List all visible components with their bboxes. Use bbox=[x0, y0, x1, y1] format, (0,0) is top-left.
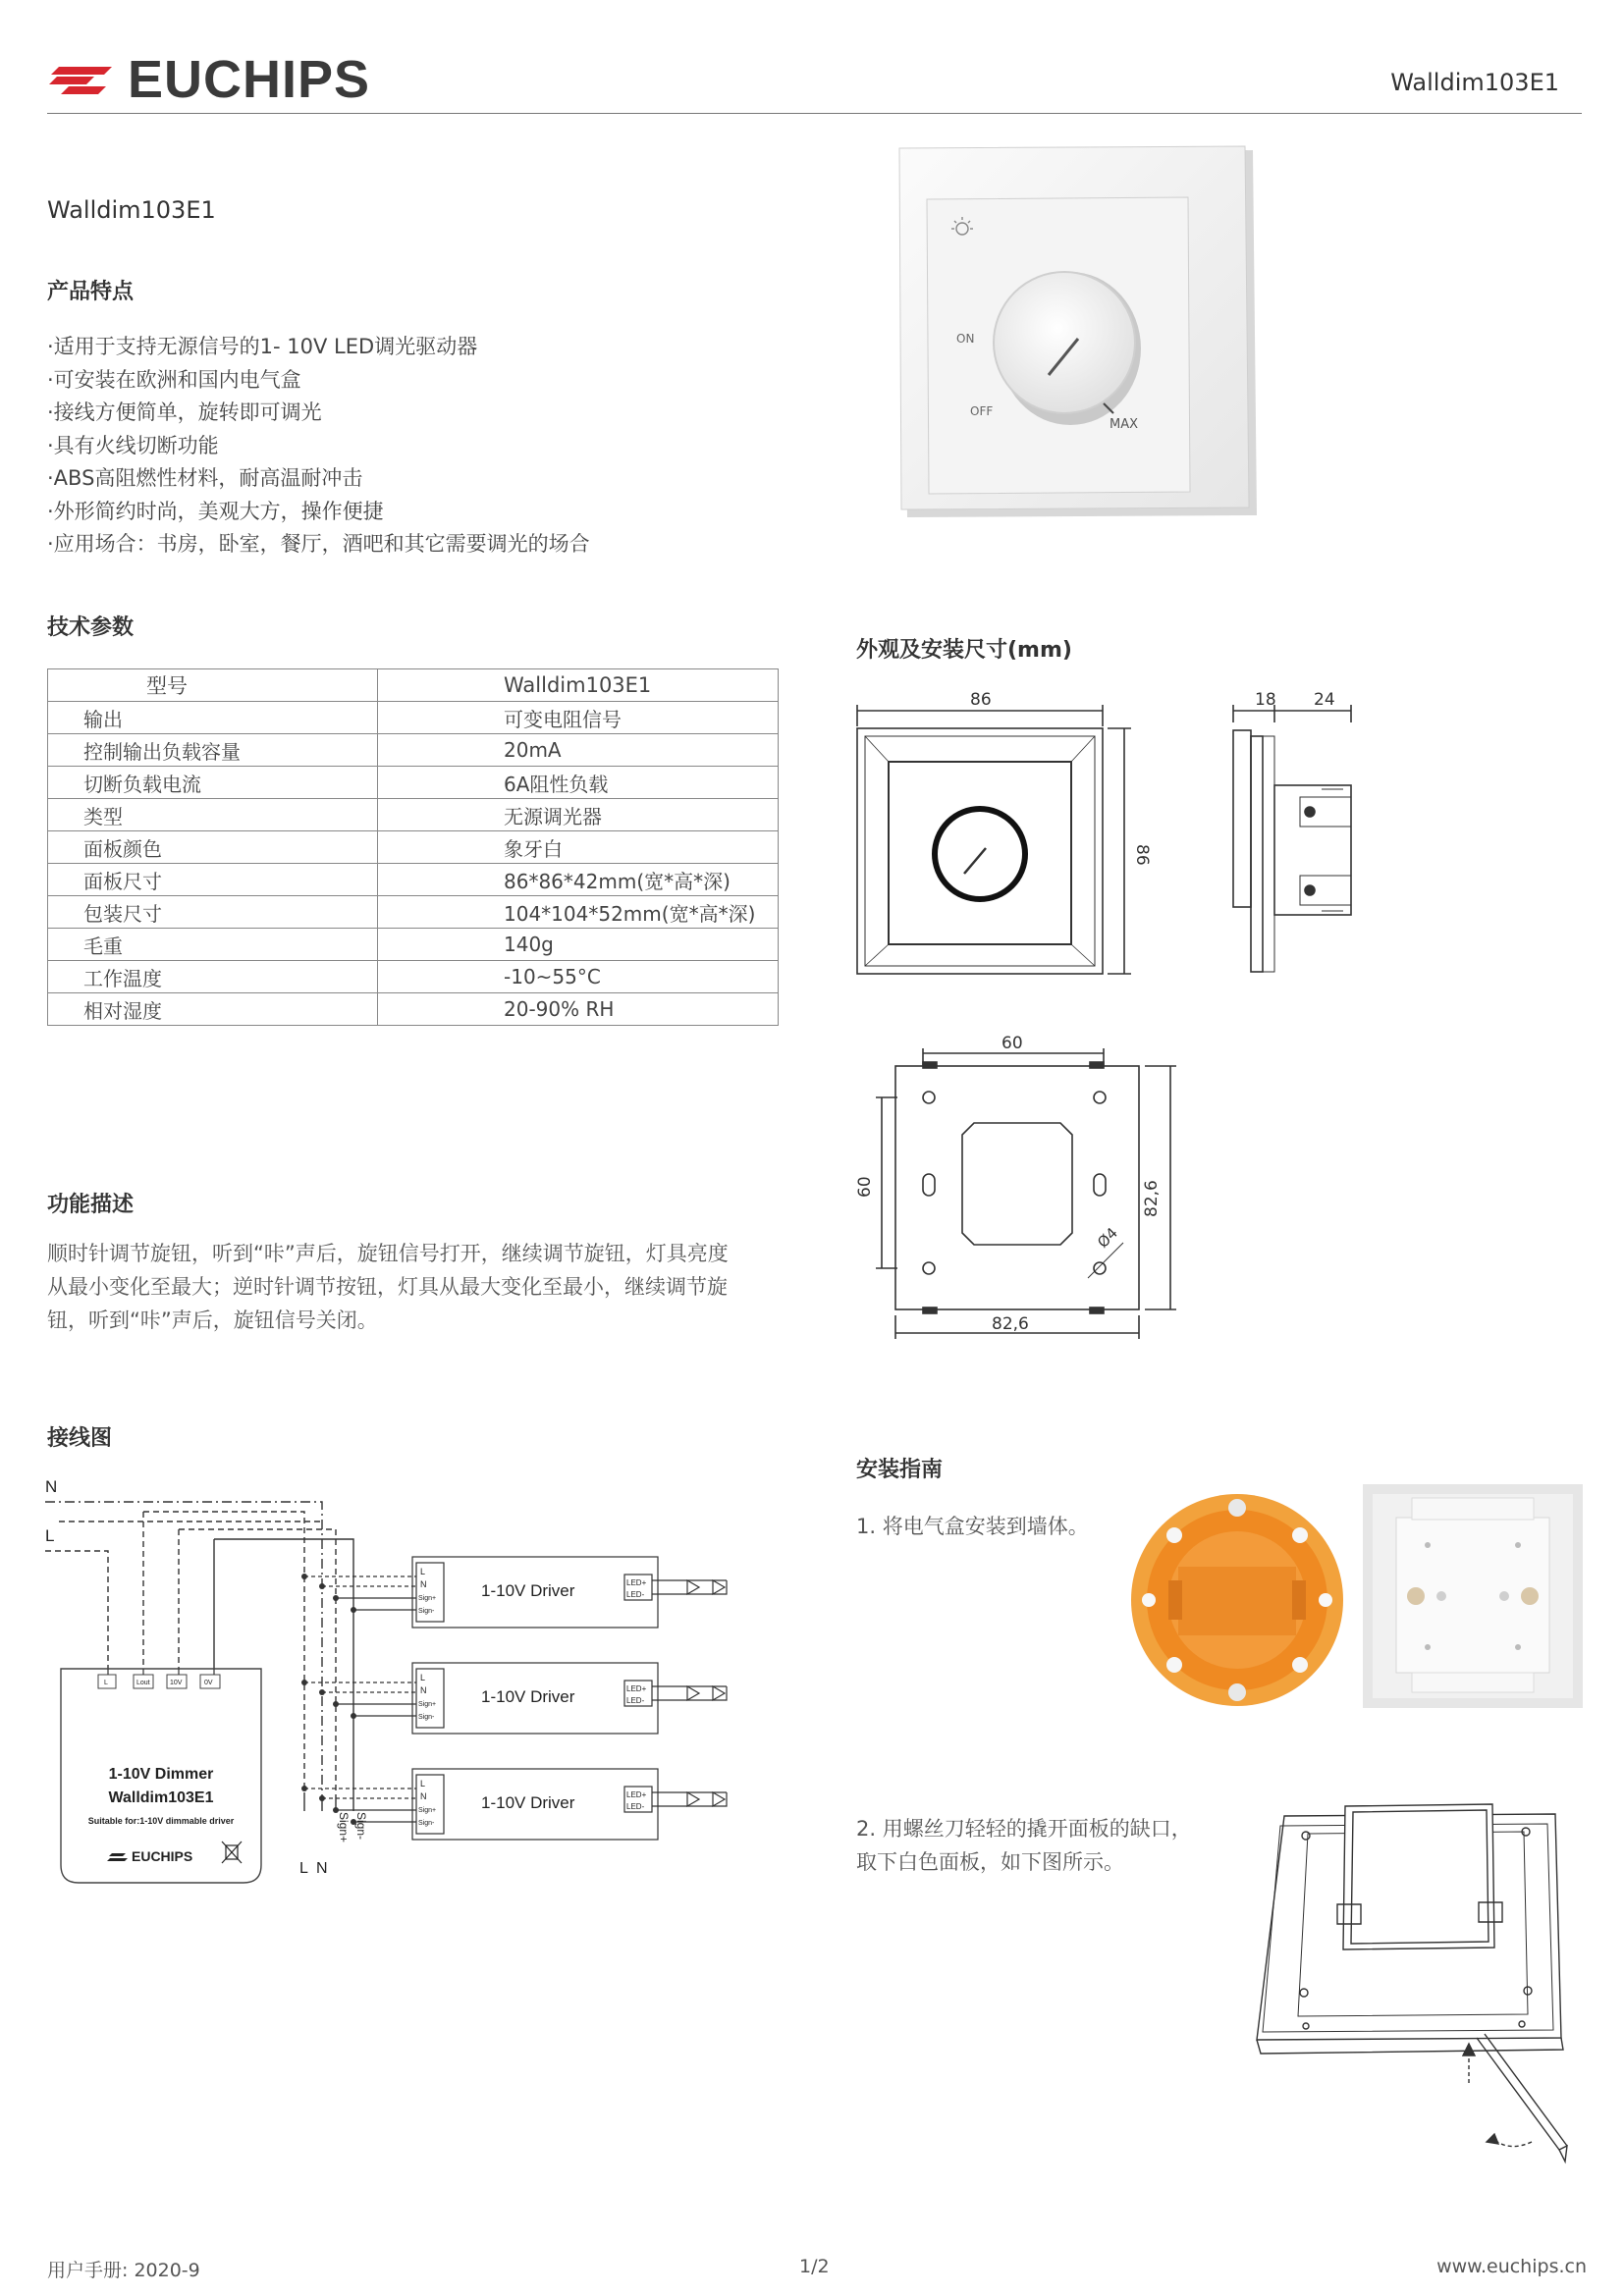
driver-term-sign-plus: Sign+ bbox=[418, 1807, 437, 1814]
driver-led-minus: LED- bbox=[626, 1590, 645, 1599]
dim-plate-left: 60 bbox=[855, 1176, 875, 1198]
driver-term-n: N bbox=[420, 1791, 427, 1801]
brand-name: EUCHIPS bbox=[128, 50, 371, 109]
product-photo bbox=[892, 142, 1265, 555]
dim-side-b: 24 bbox=[1314, 690, 1335, 710]
dimmer-brand: EUCHIPS bbox=[132, 1848, 193, 1864]
table-row bbox=[48, 767, 779, 799]
table-row bbox=[48, 864, 779, 896]
spec-value: 104*104*52mm(宽*高*深) bbox=[378, 896, 779, 929]
footer-manual-date: 用户手册: 2020-9 bbox=[47, 2260, 200, 2281]
spec-value: 6A阻性负载 bbox=[378, 767, 779, 799]
spec-key: 包装尺寸 bbox=[48, 896, 378, 929]
wire-l-label: L bbox=[45, 1526, 55, 1545]
spec-key: 面板尺寸 bbox=[48, 864, 378, 896]
bottom-label-sign-plus: Sign+ bbox=[337, 1812, 351, 1843]
function-heading: 功能描述 bbox=[47, 1193, 135, 1217]
panel-removal-drawing bbox=[1247, 1796, 1581, 2169]
driver-term-n: N bbox=[420, 1685, 427, 1695]
driver-term-n: N bbox=[420, 1579, 427, 1589]
wiring-heading: 接线图 bbox=[47, 1426, 113, 1451]
driver-term-l: L bbox=[420, 1673, 426, 1682]
off-label: OFF bbox=[970, 404, 994, 418]
driver-led-minus: LED- bbox=[626, 1696, 645, 1705]
dim-plate-bottom: 82,6 bbox=[992, 1314, 1029, 1334]
driver-term-l: L bbox=[420, 1567, 426, 1576]
driver-term-l: L bbox=[420, 1779, 426, 1789]
spec-header-key: 型号 bbox=[48, 669, 378, 702]
feature-item: ·应用场合：书房，卧室，餐厅，酒吧和其它需要调光的场合 bbox=[47, 532, 590, 556]
spec-value: 无源调光器 bbox=[378, 799, 779, 831]
driver-led-plus: LED+ bbox=[626, 1684, 647, 1693]
driver-led-minus: LED- bbox=[626, 1802, 645, 1811]
feature-item: ·适用于支持无源信号的1- 10V LED调光驱动器 bbox=[47, 335, 478, 358]
driver-label: 1-10V Driver bbox=[481, 1581, 575, 1600]
spec-header-value: Walldim103E1 bbox=[378, 669, 779, 702]
spec-value: 86*86*42mm(宽*高*深) bbox=[378, 864, 779, 896]
dimmer-suitable: Suitable for:1-10V dimmable driver bbox=[87, 1816, 235, 1826]
driver-term-sign-minus: Sign- bbox=[418, 1820, 435, 1827]
feature-item: ·具有火线切断功能 bbox=[47, 433, 219, 457]
function-description bbox=[47, 1237, 784, 1337]
footer-website: www.euchips.cn bbox=[1436, 2256, 1587, 2277]
spec-key: 面板颜色 bbox=[48, 831, 378, 864]
spec-value: -10~55°C bbox=[378, 961, 779, 993]
driver-led-plus: LED+ bbox=[626, 1578, 647, 1587]
max-label: MAX bbox=[1110, 417, 1139, 432]
dim-front-width: 86 bbox=[970, 690, 992, 710]
dimmer-module bbox=[61, 1669, 261, 1883]
spec-value: 20-90% RH bbox=[378, 993, 779, 1026]
dimmer-term-0v: 0V bbox=[204, 1680, 213, 1686]
dim-front-height: 86 bbox=[1132, 844, 1152, 866]
dim-plate-top: 60 bbox=[1001, 1034, 1023, 1053]
wire-n-label: N bbox=[45, 1477, 58, 1496]
front-view-drawing bbox=[844, 687, 1152, 991]
table-row bbox=[48, 929, 779, 961]
spec-value: 象牙白 bbox=[378, 831, 779, 864]
table-row bbox=[48, 702, 779, 734]
spec-value: 140g bbox=[378, 929, 779, 961]
driver-term-sign-minus: Sign- bbox=[418, 1608, 435, 1615]
dim-plate-right: 82,6 bbox=[1142, 1180, 1162, 1217]
function-line: 钮，听到“咔”声后，旋钮信号关闭。 bbox=[47, 1308, 378, 1332]
spec-table bbox=[47, 668, 779, 1026]
install-heading: 安装指南 bbox=[856, 1458, 944, 1482]
features-list bbox=[47, 331, 590, 561]
feature-item: ·接线方便简单，旋转即可调光 bbox=[47, 400, 322, 424]
brand-logo bbox=[47, 49, 370, 110]
white-junction-box-photo bbox=[1363, 1484, 1583, 1708]
features-heading: 产品特点 bbox=[47, 280, 135, 304]
bottom-label-sign-minus: Sign- bbox=[354, 1812, 368, 1841]
euchips-logo-icon bbox=[47, 61, 118, 98]
driver-term-sign-plus: Sign+ bbox=[418, 1701, 437, 1708]
install-step-2 bbox=[856, 1812, 1192, 1879]
spec-value: 20mA bbox=[378, 734, 779, 767]
mounting-plate-drawing bbox=[854, 1021, 1188, 1355]
driver-2 bbox=[301, 1663, 727, 1734]
dimmer-title: 1-10V Dimmer bbox=[108, 1766, 214, 1783]
driver-term-sign-plus: Sign+ bbox=[418, 1595, 437, 1602]
spec-key: 输出 bbox=[48, 702, 378, 734]
on-label: ON bbox=[956, 332, 975, 346]
orange-junction-box-photo bbox=[1119, 1482, 1355, 1718]
table-row bbox=[48, 961, 779, 993]
dimmer-term-lout: Lout bbox=[136, 1680, 150, 1686]
dim-side-a: 18 bbox=[1255, 690, 1276, 710]
table-row bbox=[48, 734, 779, 767]
function-line: 从最小变化至最大；逆时针调节按钮，灯具从最大变化至最小，继续调节旋 bbox=[47, 1275, 728, 1299]
dimmer-term-10v: 10V bbox=[170, 1680, 183, 1686]
wiring-diagram bbox=[39, 1472, 785, 1904]
bottom-label-n: N bbox=[316, 1860, 328, 1877]
driver-led-plus: LED+ bbox=[626, 1790, 647, 1799]
spec-key: 类型 bbox=[48, 799, 378, 831]
specs-heading: 技术参数 bbox=[47, 615, 135, 640]
driver-label: 1-10V Driver bbox=[481, 1687, 575, 1706]
table-row bbox=[48, 896, 779, 929]
driver-1 bbox=[301, 1557, 727, 1628]
spec-key: 相对湿度 bbox=[48, 993, 378, 1026]
dimmer-model: Walldim103E1 bbox=[108, 1789, 214, 1806]
feature-item: ·ABS高阻燃性材料，耐高温耐冲击 bbox=[47, 466, 363, 490]
install-step-2-line: 2. 用螺丝刀轻轻的撬开面板的缺口， bbox=[856, 1817, 1192, 1841]
feature-item: ·可安装在欧洲和国内电气盒 bbox=[47, 367, 301, 392]
bottom-label-l: L bbox=[299, 1860, 308, 1877]
spec-key: 切断负载电流 bbox=[48, 767, 378, 799]
header-divider bbox=[47, 113, 1582, 114]
table-row bbox=[48, 993, 779, 1026]
spec-key: 控制输出负载容量 bbox=[48, 734, 378, 767]
table-row bbox=[48, 831, 779, 864]
spec-key: 工作温度 bbox=[48, 961, 378, 993]
spec-key: 毛重 bbox=[48, 929, 378, 961]
dimmer-term-l: L bbox=[104, 1680, 108, 1686]
function-line: 顺时针调节旋钮，听到“咔”声后，旋钮信号打开，继续调节旋钮，灯具亮度 bbox=[47, 1242, 729, 1265]
table-row bbox=[48, 799, 779, 831]
driver-label: 1-10V Driver bbox=[481, 1793, 575, 1812]
product-model-title: Walldim103E1 bbox=[47, 196, 216, 224]
table-header-row bbox=[48, 669, 779, 702]
install-step-1: 1. 将电气盒安装到墙体。 bbox=[856, 1515, 1089, 1538]
install-step-2-line: 取下白色面板，如下图所示。 bbox=[856, 1850, 1124, 1874]
dimensions-heading: 外观及安装尺寸(mm) bbox=[856, 638, 1072, 663]
footer-page-number: 1/2 bbox=[799, 2256, 830, 2277]
header-model: Walldim103E1 bbox=[1390, 69, 1559, 96]
driver-term-sign-minus: Sign- bbox=[418, 1714, 435, 1721]
dim-hole: Ø4 bbox=[1094, 1223, 1121, 1252]
side-view-drawing bbox=[1216, 687, 1373, 991]
spec-value: 可变电阻信号 bbox=[378, 702, 779, 734]
feature-item: ·外形简约时尚，美观大方，操作便捷 bbox=[47, 499, 384, 523]
